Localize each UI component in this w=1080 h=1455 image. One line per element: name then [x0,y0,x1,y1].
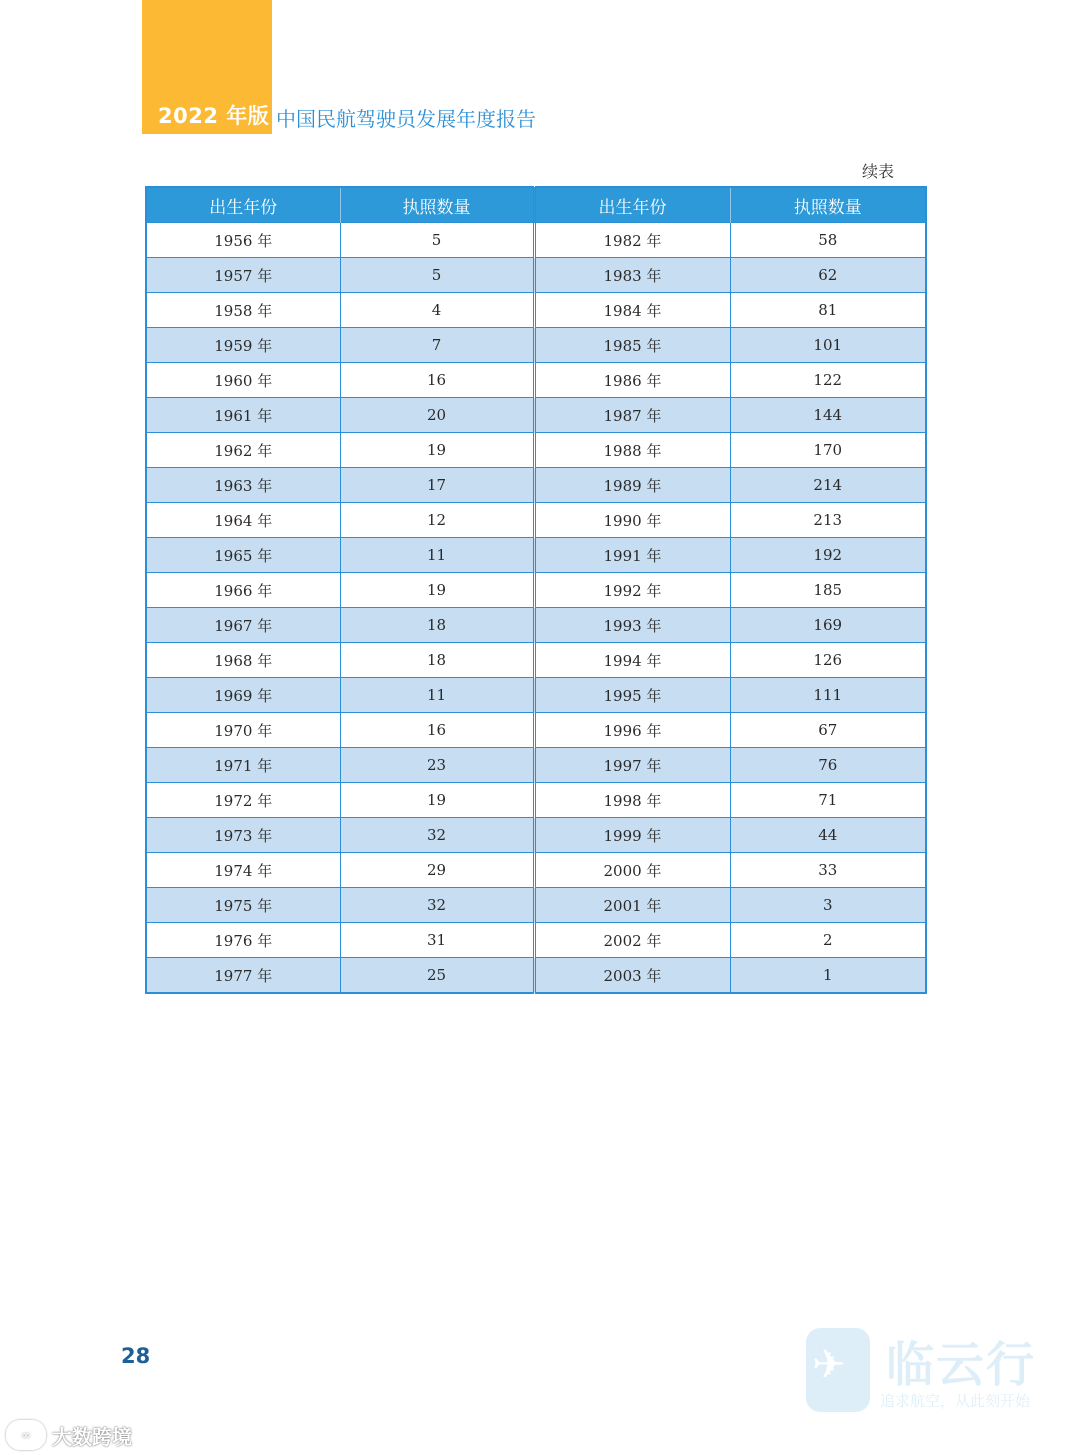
table-body [146,223,926,994]
table-row [146,573,926,608]
license-count-cell: 20 [340,398,534,433]
birth-year-cell: 1959 年 [146,328,340,363]
birth-year-cell: 1992 年 [534,573,730,608]
license-count-cell: 16 [340,363,534,398]
license-count-cell: 71 [730,783,926,818]
birth-year-cell: 1991 年 [534,538,730,573]
birth-year-cell: 2003 年 [534,958,730,994]
license-count-cell: 11 [340,538,534,573]
birth-year-cell: 1962 年 [146,433,340,468]
birth-year-cell: 1963 年 [146,468,340,503]
source-watermark [6,1418,132,1452]
birth-year-cell: 1960 年 [146,363,340,398]
license-count-cell: 12 [340,503,534,538]
header-birth-year: 出生年份 [534,187,730,223]
birth-year-cell: 1994 年 [534,643,730,678]
license-count-cell: 19 [340,573,534,608]
license-count-cell: 17 [340,468,534,503]
birth-year-cell: 1969 年 [146,678,340,713]
license-count-cell: 11 [340,678,534,713]
license-count-table [145,186,927,994]
license-count-cell: 19 [340,433,534,468]
license-count-cell: 23 [340,748,534,783]
birth-year-cell: 1968 年 [146,643,340,678]
watermark-logo [806,1326,1056,1416]
birth-year-cell: 1990 年 [534,503,730,538]
license-count-cell: 213 [730,503,926,538]
birth-year-cell: 1967 年 [146,608,340,643]
birth-year-cell: 1988 年 [534,433,730,468]
license-count-cell: 67 [730,713,926,748]
birth-year-cell: 1976 年 [146,923,340,958]
header-license-count: 执照数量 [730,187,926,223]
table-row [146,293,926,328]
birth-year-cell: 1983 年 [534,258,730,293]
table-row [146,748,926,783]
table-row [146,853,926,888]
license-count-cell: 18 [340,643,534,678]
license-count-cell: 192 [730,538,926,573]
license-count-cell: 5 [340,223,534,258]
birth-year-cell: 1996 年 [534,713,730,748]
license-count-cell: 76 [730,748,926,783]
birth-year-cell: 2000 年 [534,853,730,888]
license-count-cell: 1 [730,958,926,994]
table-row [146,328,926,363]
birth-year-cell: 1958 年 [146,293,340,328]
birth-year-cell: 1965 年 [146,538,340,573]
continuation-label: 续表 [862,162,895,181]
license-count-cell: 33 [730,853,926,888]
edition-label: 2022 年版 [158,104,270,128]
report-title: 中国民航驾驶员发展年度报告 [276,107,536,131]
table-row [146,363,926,398]
table-row [146,678,926,713]
birth-year-cell: 1977 年 [146,958,340,994]
birth-year-cell: 2001 年 [534,888,730,923]
birth-year-cell: 1975 年 [146,888,340,923]
birth-year-cell: 1984 年 [534,293,730,328]
table-row [146,713,926,748]
license-count-cell: 29 [340,853,534,888]
license-count-cell: 126 [730,643,926,678]
table-row [146,923,926,958]
page-number: 28 [121,1344,151,1368]
birth-year-cell: 1966 年 [146,573,340,608]
birth-year-cell: 1957 年 [146,258,340,293]
license-count-cell: 2 [730,923,926,958]
table-row [146,223,926,258]
birth-year-cell: 1997 年 [534,748,730,783]
watermark-brand: 临云行 [886,1337,1037,1393]
birth-year-cell: 1956 年 [146,223,340,258]
license-count-cell: 18 [340,608,534,643]
license-count-cell: 25 [340,958,534,994]
birth-year-cell: 1972 年 [146,783,340,818]
license-count-cell: 62 [730,258,926,293]
source-watermark-text: 大数跨境 [52,1424,132,1449]
birth-year-cell: 1973 年 [146,818,340,853]
license-count-cell: 19 [340,783,534,818]
birth-year-cell: 1964 年 [146,503,340,538]
license-count-cell: 214 [730,468,926,503]
table-row [146,258,926,293]
table-header-row [146,187,926,223]
birth-year-cell: 1995 年 [534,678,730,713]
birth-year-cell: 1985 年 [534,328,730,363]
birth-year-cell: 2002 年 [534,923,730,958]
table-row [146,398,926,433]
license-count-cell: 122 [730,363,926,398]
table-row [146,643,926,678]
license-count-cell: 58 [730,223,926,258]
birth-year-cell: 1974 年 [146,853,340,888]
table-row [146,538,926,573]
license-count-cell: 101 [730,328,926,363]
license-count-cell: 32 [340,888,534,923]
license-count-cell: 170 [730,433,926,468]
birth-year-cell: 1982 年 [534,223,730,258]
license-count-cell: 4 [340,293,534,328]
birth-year-cell: 1970 年 [146,713,340,748]
table-row [146,433,926,468]
license-count-cell: 31 [340,923,534,958]
license-count-cell: 185 [730,573,926,608]
birth-year-cell: 1971 年 [146,748,340,783]
license-count-cell: 16 [340,713,534,748]
license-count-cell: 144 [730,398,926,433]
watermark-slogan: 追求航空，从此刻开始 [880,1392,1031,1410]
license-count-cell: 5 [340,258,534,293]
watermark-icon: ∞ [6,1420,46,1450]
license-count-cell: 7 [340,328,534,363]
header-birth-year: 出生年份 [146,187,340,223]
table-row [146,783,926,818]
birth-year-cell: 1989 年 [534,468,730,503]
birth-year-cell: 1987 年 [534,398,730,433]
table-row [146,503,926,538]
birth-year-cell: 1986 年 [534,363,730,398]
license-count-cell: 81 [730,293,926,328]
license-count-cell: 169 [730,608,926,643]
table-row [146,818,926,853]
table-row [146,468,926,503]
birth-year-cell: 1993 年 [534,608,730,643]
birth-year-cell: 1999 年 [534,818,730,853]
license-count-cell: 44 [730,818,926,853]
table-row [146,958,926,994]
license-count-cell: 3 [730,888,926,923]
table-row [146,608,926,643]
header-license-count: 执照数量 [340,187,534,223]
birth-year-cell: 1998 年 [534,783,730,818]
license-count-cell: 32 [340,818,534,853]
birth-year-cell: 1961 年 [146,398,340,433]
license-count-cell: 111 [730,678,926,713]
plane-logo-icon: ✈ [806,1328,870,1412]
table-row [146,888,926,923]
